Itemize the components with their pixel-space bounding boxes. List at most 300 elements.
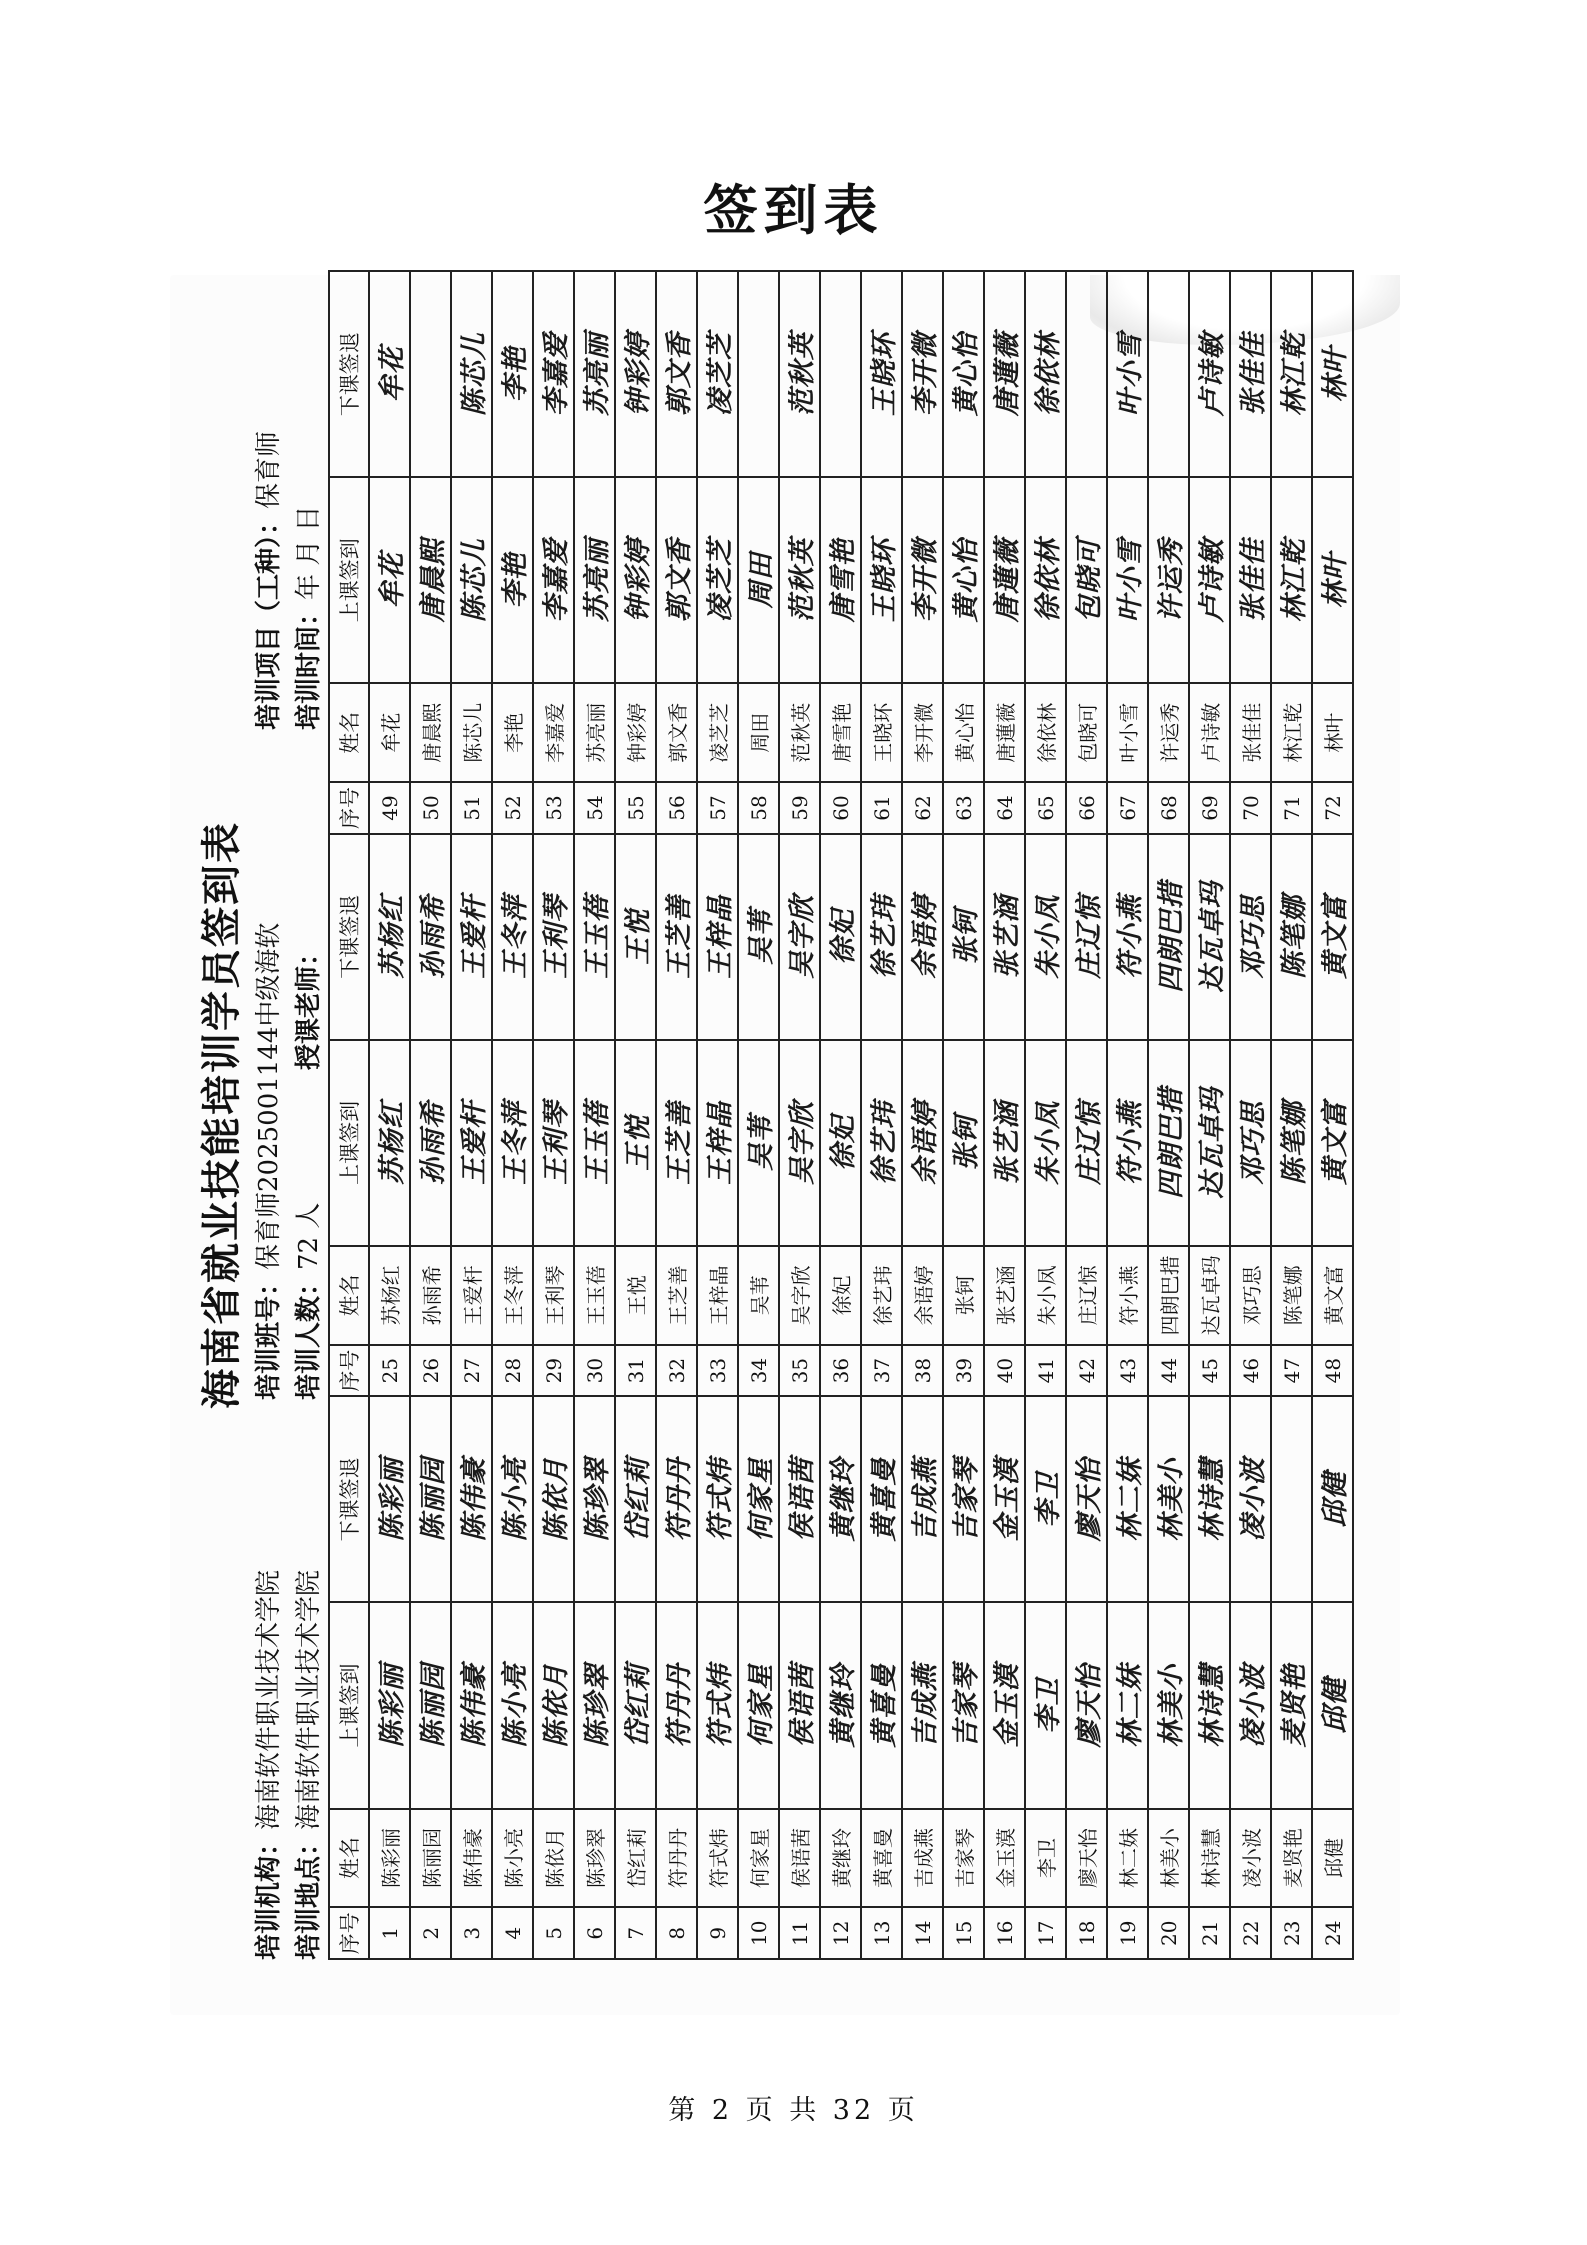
sign-out-signature: 陈笔娜 — [1271, 834, 1312, 1040]
name-cell: 吉家琴 — [943, 1809, 984, 1908]
sign-in-signature: 四朗巴措 — [1148, 1040, 1189, 1246]
table-row — [902, 271, 943, 1959]
sign-in-signature: 王玉蓓 — [574, 1040, 615, 1246]
name-cell: 陈丽园 — [410, 1809, 451, 1908]
name-cell: 王芝善 — [656, 1246, 697, 1345]
sign-out-signature: 岱红莉 — [615, 1396, 656, 1602]
table-row — [1271, 271, 1312, 1959]
table-row — [943, 271, 984, 1959]
name-cell: 金玉漠 — [984, 1809, 1025, 1908]
name-cell: 张艺涵 — [984, 1246, 1025, 1345]
name-cell: 王悦 — [615, 1246, 656, 1345]
sign-in-signature: 陈笔娜 — [1271, 1040, 1312, 1246]
sign-in-signature: 凌芝芝 — [697, 477, 738, 683]
seq-cell: 33 — [697, 1345, 738, 1397]
seq-cell: 12 — [820, 1907, 861, 1959]
sign-in-signature: 黄文富 — [1312, 1040, 1353, 1246]
sign-in-signature: 张佳佳 — [1230, 477, 1271, 683]
sign-out-signature: 凌芝芝 — [697, 271, 738, 477]
seq-cell: 3 — [451, 1907, 492, 1959]
sign-in-signature: 凌小波 — [1230, 1602, 1271, 1808]
seq-cell: 67 — [1107, 782, 1148, 834]
sheet-title: 海南省就业技能培训学员签到表 — [199, 821, 245, 1409]
seq-cell: 70 — [1230, 782, 1271, 834]
name-cell: 徐艺玮 — [861, 1246, 902, 1345]
name-cell: 林叶 — [1312, 683, 1353, 782]
sign-out-signature: 王爱杆 — [451, 834, 492, 1040]
sign-out-signature: 陈芯儿 — [451, 271, 492, 477]
sign-in-signature: 侯语茜 — [779, 1602, 820, 1808]
sign-in-signature: 邱健 — [1312, 1602, 1353, 1808]
table-row — [1066, 271, 1107, 1959]
seq-cell: 6 — [574, 1907, 615, 1959]
name-cell: 周田 — [738, 683, 779, 782]
sign-in-signature: 黄喜曼 — [861, 1602, 902, 1808]
sign-out-signature: 邓巧思 — [1230, 834, 1271, 1040]
name-cell: 陈伟豪 — [451, 1809, 492, 1908]
sign-out-signature: 陈彩丽 — [369, 1396, 410, 1602]
seq-cell: 15 — [943, 1907, 984, 1959]
sign-out-signature: 徐依林 — [1025, 271, 1066, 477]
sign-in-signature: 吉成燕 — [902, 1602, 943, 1808]
seq-cell: 68 — [1148, 782, 1189, 834]
name-cell: 李开微 — [902, 683, 943, 782]
sign-out-signature — [1271, 1396, 1312, 1602]
training-time-value: 年 月 日 — [294, 505, 324, 600]
sign-out-signature: 何家星 — [738, 1396, 779, 1602]
sign-out-signature: 符丹丹 — [656, 1396, 697, 1602]
sign-out-signature: 吉成燕 — [902, 1396, 943, 1602]
sign-in-signature: 林美小 — [1148, 1602, 1189, 1808]
name-cell: 钟彩婷 — [615, 683, 656, 782]
sign-out-signature: 李卫 — [1025, 1396, 1066, 1602]
name-cell: 唐雪艳 — [820, 683, 861, 782]
seq-cell: 49 — [369, 782, 410, 834]
seq-cell: 10 — [738, 1907, 779, 1959]
sign-out-signature: 王玉蓓 — [574, 834, 615, 1040]
sign-out-signature: 林江乾 — [1271, 271, 1312, 477]
training-org — [248, 1570, 285, 1960]
sign-out-signature: 符小燕 — [1107, 834, 1148, 1040]
sign-out-signature: 李艳 — [492, 271, 533, 477]
sign-in-signature: 张钶 — [943, 1040, 984, 1246]
seq-cell: 71 — [1271, 782, 1312, 834]
trainee-count-value: 72 人 — [294, 1202, 324, 1270]
seq-cell: 19 — [1107, 1907, 1148, 1959]
sign-out-signature: 吉家琴 — [943, 1396, 984, 1602]
seq-cell: 11 — [779, 1907, 820, 1959]
header-sign-in: 上课签到 — [329, 1040, 369, 1246]
sign-in-signature: 王芝善 — [656, 1040, 697, 1246]
sign-out-signature: 徐妃 — [820, 834, 861, 1040]
name-cell: 叶小雪 — [1107, 683, 1148, 782]
seq-cell: 48 — [1312, 1345, 1353, 1397]
table-header-row — [329, 271, 369, 1959]
sign-in-signature: 符小燕 — [1107, 1040, 1148, 1246]
name-cell: 王利琴 — [533, 1246, 574, 1345]
sign-out-signature: 孙雨希 — [410, 834, 451, 1040]
sign-in-signature: 朱小凤 — [1025, 1040, 1066, 1246]
name-cell: 吉成燕 — [902, 1809, 943, 1908]
sign-out-signature: 王晓环 — [861, 271, 902, 477]
seq-cell: 31 — [615, 1345, 656, 1397]
sign-in-signature: 林叶 — [1312, 477, 1353, 683]
header-sign-out: 下课签退 — [329, 1396, 369, 1602]
header-sign-in: 上课签到 — [329, 1602, 369, 1808]
seq-cell: 25 — [369, 1345, 410, 1397]
seq-cell: 56 — [656, 782, 697, 834]
sign-out-signature: 黄喜曼 — [861, 1396, 902, 1602]
page-number: 第 2 页 共 32 页 — [668, 2095, 919, 2126]
training-site-value: 海南软件职业技术学院 — [294, 1569, 324, 1830]
name-cell: 凌芝芝 — [697, 683, 738, 782]
sign-in-signature: 黄继玲 — [820, 1602, 861, 1808]
sign-out-signature: 陈小亮 — [492, 1396, 533, 1602]
sign-out-signature: 苏杨红 — [369, 834, 410, 1040]
sign-in-signature: 唐蓮薇 — [984, 477, 1025, 683]
table-row — [533, 271, 574, 1959]
header-name: 姓名 — [329, 1246, 369, 1345]
sign-out-signature: 廖天怡 — [1066, 1396, 1107, 1602]
name-cell: 徐依林 — [1025, 683, 1066, 782]
name-cell: 岱红莉 — [615, 1809, 656, 1908]
sign-in-signature: 唐雪艳 — [820, 477, 861, 683]
sign-out-signature: 范秋英 — [779, 271, 820, 477]
seq-cell: 13 — [861, 1907, 902, 1959]
sign-in-signature: 廖天怡 — [1066, 1602, 1107, 1808]
sign-in-signature: 陈依月 — [533, 1602, 574, 1808]
sign-in-signature: 林江乾 — [1271, 477, 1312, 683]
sign-in-signature: 范秋英 — [779, 477, 820, 683]
sign-out-signature: 卢诗敏 — [1189, 271, 1230, 477]
name-cell: 陈笔娜 — [1271, 1246, 1312, 1345]
sign-in-signature: 苏杨红 — [369, 1040, 410, 1246]
seq-cell: 2 — [410, 1907, 451, 1959]
name-cell: 达瓦卓玛 — [1189, 1246, 1230, 1345]
name-cell: 郭文香 — [656, 683, 697, 782]
sign-in-signature: 陈小亮 — [492, 1602, 533, 1808]
sign-in-signature: 李嘉爱 — [533, 477, 574, 683]
sign-out-signature: 陈依月 — [533, 1396, 574, 1602]
name-cell: 朱小凤 — [1025, 1246, 1066, 1345]
sign-in-signature: 王晓环 — [861, 477, 902, 683]
name-cell: 符小燕 — [1107, 1246, 1148, 1345]
name-cell: 余语婷 — [902, 1246, 943, 1345]
table-row — [1230, 271, 1271, 1959]
sign-in-signature: 陈丽园 — [410, 1602, 451, 1808]
seq-cell: 32 — [656, 1345, 697, 1397]
table-row — [820, 271, 861, 1959]
name-cell: 陈小亮 — [492, 1809, 533, 1908]
seq-cell: 26 — [410, 1345, 451, 1397]
signin-table — [328, 270, 1354, 1960]
training-org-label: 培训机构： — [254, 1829, 284, 1960]
header-sign-out: 下课签退 — [329, 834, 369, 1040]
header-seq: 序号 — [329, 1345, 369, 1397]
sign-out-signature: 李嘉爱 — [533, 271, 574, 477]
seq-cell: 35 — [779, 1345, 820, 1397]
seq-cell: 18 — [1066, 1907, 1107, 1959]
sign-out-signature: 陈珍翠 — [574, 1396, 615, 1602]
seq-cell: 50 — [410, 782, 451, 834]
sign-in-signature: 符丹丹 — [656, 1602, 697, 1808]
seq-cell: 30 — [574, 1345, 615, 1397]
name-cell: 陈芯儿 — [451, 683, 492, 782]
name-cell: 李艳 — [492, 683, 533, 782]
sign-in-signature: 郭文香 — [656, 477, 697, 683]
name-cell: 凌小波 — [1230, 1809, 1271, 1908]
sign-out-signature — [1066, 271, 1107, 477]
sign-out-signature: 钟彩婷 — [615, 271, 656, 477]
page-title: 签到表 — [703, 179, 884, 242]
name-cell: 林诗慧 — [1189, 1809, 1230, 1908]
sign-out-signature: 林美小 — [1148, 1396, 1189, 1602]
sign-in-signature: 王爱杆 — [451, 1040, 492, 1246]
sign-in-signature: 许运秀 — [1148, 477, 1189, 683]
class-number — [248, 923, 285, 1400]
sign-in-signature: 李开微 — [902, 477, 943, 683]
header-seq: 序号 — [329, 1907, 369, 1959]
name-cell: 牟花 — [369, 683, 410, 782]
seq-cell: 29 — [533, 1345, 574, 1397]
header-sign-out: 下课签退 — [329, 271, 369, 477]
sign-in-signature: 林诗慧 — [1189, 1602, 1230, 1808]
name-cell: 邓巧思 — [1230, 1246, 1271, 1345]
sign-in-signature: 达瓦卓玛 — [1189, 1040, 1230, 1246]
seq-cell: 57 — [697, 782, 738, 834]
sign-in-signature: 钟彩婷 — [615, 477, 656, 683]
sign-in-signature: 陈彩丽 — [369, 1602, 410, 1808]
seq-cell: 17 — [1025, 1907, 1066, 1959]
table-row — [1312, 271, 1353, 1959]
name-cell: 陈珍翠 — [574, 1809, 615, 1908]
seq-cell: 22 — [1230, 1907, 1271, 1959]
seq-cell: 16 — [984, 1907, 1025, 1959]
seq-cell: 21 — [1189, 1907, 1230, 1959]
sign-out-signature: 林叶 — [1312, 271, 1353, 477]
name-cell: 孙雨希 — [410, 1246, 451, 1345]
name-cell: 廖天怡 — [1066, 1809, 1107, 1908]
seq-cell: 44 — [1148, 1345, 1189, 1397]
table-row — [984, 271, 1025, 1959]
name-cell: 黄文富 — [1312, 1246, 1353, 1345]
name-cell: 苏杨红 — [369, 1246, 410, 1345]
name-cell: 陈依月 — [533, 1809, 574, 1908]
name-cell: 卢诗敏 — [1189, 683, 1230, 782]
seq-cell: 63 — [943, 782, 984, 834]
table-row — [1148, 271, 1189, 1959]
sign-in-signature: 叶小雪 — [1107, 477, 1148, 683]
sign-in-signature: 王悦 — [615, 1040, 656, 1246]
sign-out-signature: 吴字欣 — [779, 834, 820, 1040]
rotated-signin-sheet — [190, 270, 1360, 1960]
seq-cell: 36 — [820, 1345, 861, 1397]
sign-in-signature: 徐艺玮 — [861, 1040, 902, 1246]
sign-in-signature: 卢诗敏 — [1189, 477, 1230, 683]
header-name: 姓名 — [329, 683, 369, 782]
seq-cell: 65 — [1025, 782, 1066, 834]
table-row — [656, 271, 697, 1959]
class-number-label: 培训班号： — [254, 1269, 284, 1400]
sign-in-signature: 陈伟豪 — [451, 1602, 492, 1808]
table-row — [1025, 271, 1066, 1959]
name-cell: 王玉蓓 — [574, 1246, 615, 1345]
training-time-label: 培训时间： — [294, 599, 324, 730]
seq-cell: 54 — [574, 782, 615, 834]
seq-cell: 47 — [1271, 1345, 1312, 1397]
name-cell: 林二妹 — [1107, 1809, 1148, 1908]
name-cell: 范秋英 — [779, 683, 820, 782]
seq-cell: 52 — [492, 782, 533, 834]
table-row — [615, 271, 656, 1959]
sign-in-signature: 吴字欣 — [779, 1040, 820, 1246]
seq-cell: 39 — [943, 1345, 984, 1397]
name-cell: 王梓晶 — [697, 1246, 738, 1345]
seq-cell: 51 — [451, 782, 492, 834]
name-cell: 黄心怡 — [943, 683, 984, 782]
sign-out-signature: 王悦 — [615, 834, 656, 1040]
sign-out-signature: 王冬萍 — [492, 834, 533, 1040]
sign-out-signature: 林诗慧 — [1189, 1396, 1230, 1602]
sign-out-signature: 庄辽惊 — [1066, 834, 1107, 1040]
training-project — [248, 431, 285, 730]
seq-cell: 14 — [902, 1907, 943, 1959]
sign-out-signature — [738, 271, 779, 477]
sign-out-signature — [410, 271, 451, 477]
teacher — [288, 940, 325, 1070]
name-cell: 李卫 — [1025, 1809, 1066, 1908]
seq-cell: 4 — [492, 1907, 533, 1959]
table-row — [738, 271, 779, 1959]
sign-out-signature: 陈伟豪 — [451, 1396, 492, 1602]
sign-out-signature: 唐蓮薇 — [984, 271, 1025, 477]
sign-in-signature: 何家星 — [738, 1602, 779, 1808]
name-cell: 符式炜 — [697, 1809, 738, 1908]
seq-cell: 61 — [861, 782, 902, 834]
table-row — [574, 271, 615, 1959]
seq-cell: 37 — [861, 1345, 902, 1397]
sign-in-signature: 林二妹 — [1107, 1602, 1148, 1808]
sign-out-signature — [820, 271, 861, 477]
sign-in-signature: 符式炜 — [697, 1602, 738, 1808]
sign-out-signature: 王梓晶 — [697, 834, 738, 1040]
sign-out-signature: 吴苇 — [738, 834, 779, 1040]
sign-out-signature: 李开微 — [902, 271, 943, 477]
sign-in-signature: 王冬萍 — [492, 1040, 533, 1246]
name-cell: 何家星 — [738, 1809, 779, 1908]
table-row — [1189, 271, 1230, 1959]
name-cell: 张钶 — [943, 1246, 984, 1345]
name-cell: 包晓可 — [1066, 683, 1107, 782]
sign-in-signature: 周田 — [738, 477, 779, 683]
name-cell: 林美小 — [1148, 1809, 1189, 1908]
sign-out-signature: 王芝善 — [656, 834, 697, 1040]
sign-in-signature: 黄心怡 — [943, 477, 984, 683]
name-cell: 唐蓮薇 — [984, 683, 1025, 782]
name-cell: 吴字欣 — [779, 1246, 820, 1345]
sign-in-signature: 徐依林 — [1025, 477, 1066, 683]
name-cell: 吴苇 — [738, 1246, 779, 1345]
sign-out-signature: 凌小波 — [1230, 1396, 1271, 1602]
name-cell: 许运秀 — [1148, 683, 1189, 782]
sign-out-signature: 郭文香 — [656, 271, 697, 477]
table-row — [1107, 271, 1148, 1959]
trainee-count-label: 培训人数： — [294, 1269, 324, 1400]
seq-cell: 27 — [451, 1345, 492, 1397]
sign-in-signature: 余语婷 — [902, 1040, 943, 1246]
table-row — [779, 271, 820, 1959]
seq-cell: 58 — [738, 782, 779, 834]
sign-out-signature: 达瓦卓玛 — [1189, 834, 1230, 1040]
sign-in-signature: 庄辽惊 — [1066, 1040, 1107, 1246]
name-cell: 黄继玲 — [820, 1809, 861, 1908]
teacher-label: 授课老师： — [294, 939, 324, 1070]
sign-in-signature: 牟花 — [369, 477, 410, 683]
name-cell: 王冬萍 — [492, 1246, 533, 1345]
sign-out-signature: 黄文富 — [1312, 834, 1353, 1040]
seq-cell: 40 — [984, 1345, 1025, 1397]
sign-out-signature: 邱健 — [1312, 1396, 1353, 1602]
sign-out-signature: 徐艺玮 — [861, 834, 902, 1040]
sign-out-signature: 侯语茜 — [779, 1396, 820, 1602]
table-body — [369, 271, 1353, 1959]
sign-out-signature: 金玉漠 — [984, 1396, 1025, 1602]
name-cell: 王晓环 — [861, 683, 902, 782]
seq-cell: 20 — [1148, 1907, 1189, 1959]
seq-cell: 69 — [1189, 782, 1230, 834]
training-site-label: 培训地点： — [294, 1829, 324, 1960]
table-row — [697, 271, 738, 1959]
table-row — [369, 271, 410, 1959]
sign-in-signature: 徐妃 — [820, 1040, 861, 1246]
sign-out-signature: 林二妹 — [1107, 1396, 1148, 1602]
seq-cell: 34 — [738, 1345, 779, 1397]
sign-in-signature: 唐晨熙 — [410, 477, 451, 683]
sign-out-signature: 陈丽园 — [410, 1396, 451, 1602]
seq-cell: 28 — [492, 1345, 533, 1397]
sign-in-signature: 陈芯儿 — [451, 477, 492, 683]
sign-out-signature: 张佳佳 — [1230, 271, 1271, 477]
sign-out-signature: 四朗巴措 — [1148, 834, 1189, 1040]
seq-cell: 41 — [1025, 1345, 1066, 1397]
sign-in-signature: 苏亮丽 — [574, 477, 615, 683]
name-cell: 四朗巴措 — [1148, 1246, 1189, 1345]
sign-out-signature: 朱小凤 — [1025, 834, 1066, 1040]
name-cell: 黄喜曼 — [861, 1809, 902, 1908]
seq-cell: 24 — [1312, 1907, 1353, 1959]
seq-cell: 64 — [984, 782, 1025, 834]
name-cell: 符丹丹 — [656, 1809, 697, 1908]
sign-out-signature: 张艺涵 — [984, 834, 1025, 1040]
seq-cell: 9 — [697, 1907, 738, 1959]
name-cell: 庄辽惊 — [1066, 1246, 1107, 1345]
name-cell: 麦贤艳 — [1271, 1809, 1312, 1908]
sign-out-signature: 符式炜 — [697, 1396, 738, 1602]
sign-in-signature: 李艳 — [492, 477, 533, 683]
training-project-value: 保育师 — [254, 430, 284, 509]
sign-in-signature: 金玉漠 — [984, 1602, 1025, 1808]
name-cell: 唐晨熙 — [410, 683, 451, 782]
sign-in-signature: 孙雨希 — [410, 1040, 451, 1246]
sign-in-signature: 李卫 — [1025, 1602, 1066, 1808]
sign-in-signature: 吉家琴 — [943, 1602, 984, 1808]
class-number-value: 保育师2025001144中级海软 — [254, 922, 284, 1270]
sign-out-signature: 苏亮丽 — [574, 271, 615, 477]
name-cell: 苏亮丽 — [574, 683, 615, 782]
seq-cell: 42 — [1066, 1345, 1107, 1397]
name-cell: 李嘉爱 — [533, 683, 574, 782]
name-cell: 陈彩丽 — [369, 1809, 410, 1908]
